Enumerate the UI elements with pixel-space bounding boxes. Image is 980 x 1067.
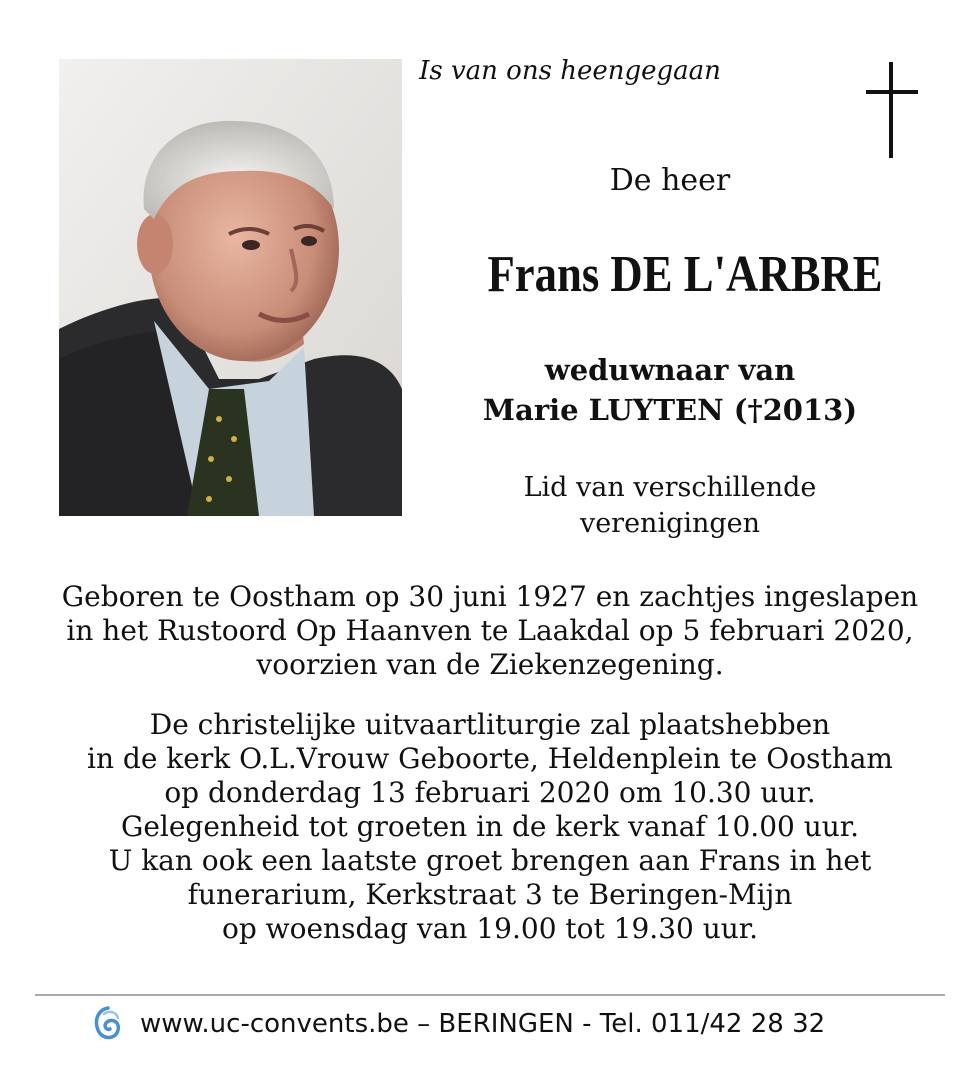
funeral-paragraph	[20, 708, 960, 946]
swirl-logo-icon	[90, 1004, 124, 1044]
portrait-photo	[59, 59, 402, 516]
paragraph-line: Geboren te Oostham op 30 juni 1927 en zachtjes ingeslapen	[61, 580, 919, 613]
paragraph-line: in de kerk O.L.Vrouw Geboorte, Heldenplein te Oostham	[87, 742, 893, 775]
member-line-1: Lid van verschillende	[523, 472, 817, 503]
paragraph-line: op donderdag 13 februari 2020 om 10.30 uur.	[164, 776, 816, 809]
paragraph-line: U kan ook een laatste groet brengen aan Frans in het	[108, 844, 872, 877]
paragraph-line: in het Rustoord Op Haanven te Laakdal op 5 februari 2020,	[66, 614, 914, 647]
deceased-name: Frans DE L'ARBRE	[487, 246, 883, 303]
cross-icon	[864, 62, 920, 158]
footer-contact: www.uc-convents.be – BERINGEN - Tel. 011/42 28 32	[140, 1009, 826, 1039]
member-line-2: verenigingen	[579, 508, 761, 539]
footer-divider	[35, 994, 945, 996]
spouse-line-2: Marie LUYTEN (†2013)	[482, 393, 858, 427]
paragraph-line: funerarium, Kerkstraat 3 te Beringen-Mijn	[187, 878, 793, 911]
birth-death-paragraph	[20, 580, 960, 682]
spouse-line-1: weduwnaar van	[544, 353, 796, 387]
intro-text: Is van ons heengegaan	[419, 56, 721, 86]
salutation: De heer	[609, 163, 731, 198]
spouse-info	[430, 350, 910, 430]
paragraph-line: voorzien van de Ziekenzegening.	[256, 648, 724, 681]
paragraph-line: De christelijke uitvaartliturgie zal plaatshebben	[149, 708, 831, 741]
paragraph-line: op woensdag van 19.00 tot 19.30 uur.	[221, 912, 759, 945]
membership-info	[470, 470, 870, 542]
paragraph-line: Gelegenheid tot groeten in de kerk vanaf 10.00 uur.	[120, 810, 860, 843]
